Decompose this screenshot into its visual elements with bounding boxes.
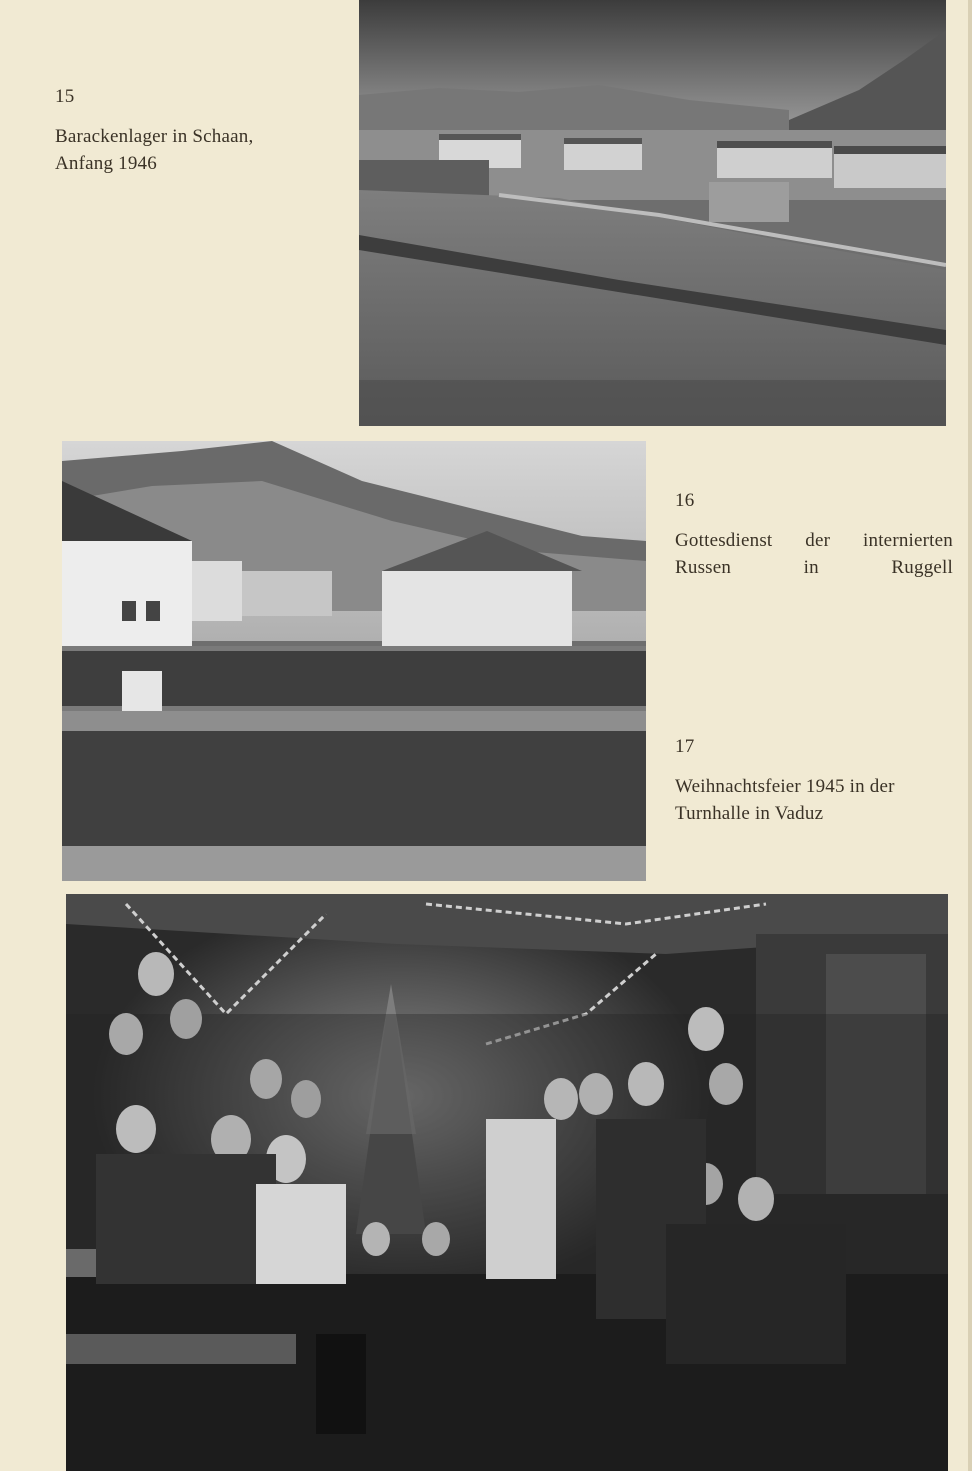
- photo-church-service: [62, 441, 646, 881]
- caption-number: 16: [675, 490, 695, 511]
- photo-barracks-camp: [359, 0, 946, 426]
- caption-15: [55, 83, 345, 177]
- caption-text: Gottesdienst der internierten Russen in Ruggell: [675, 530, 953, 578]
- caption-17: [675, 733, 945, 827]
- caption-number: 17: [675, 736, 695, 757]
- caption-number: 15: [55, 86, 75, 107]
- caption-text: Weihnachtsfeier 1945 in der Turnhalle in Vaduz: [675, 776, 895, 824]
- page-edge: [968, 0, 972, 1471]
- photo-christmas-celebration: [66, 894, 948, 1471]
- caption-16: [675, 487, 953, 581]
- caption-text: Barackenlager in Schaan, Anfang 1946: [55, 126, 254, 174]
